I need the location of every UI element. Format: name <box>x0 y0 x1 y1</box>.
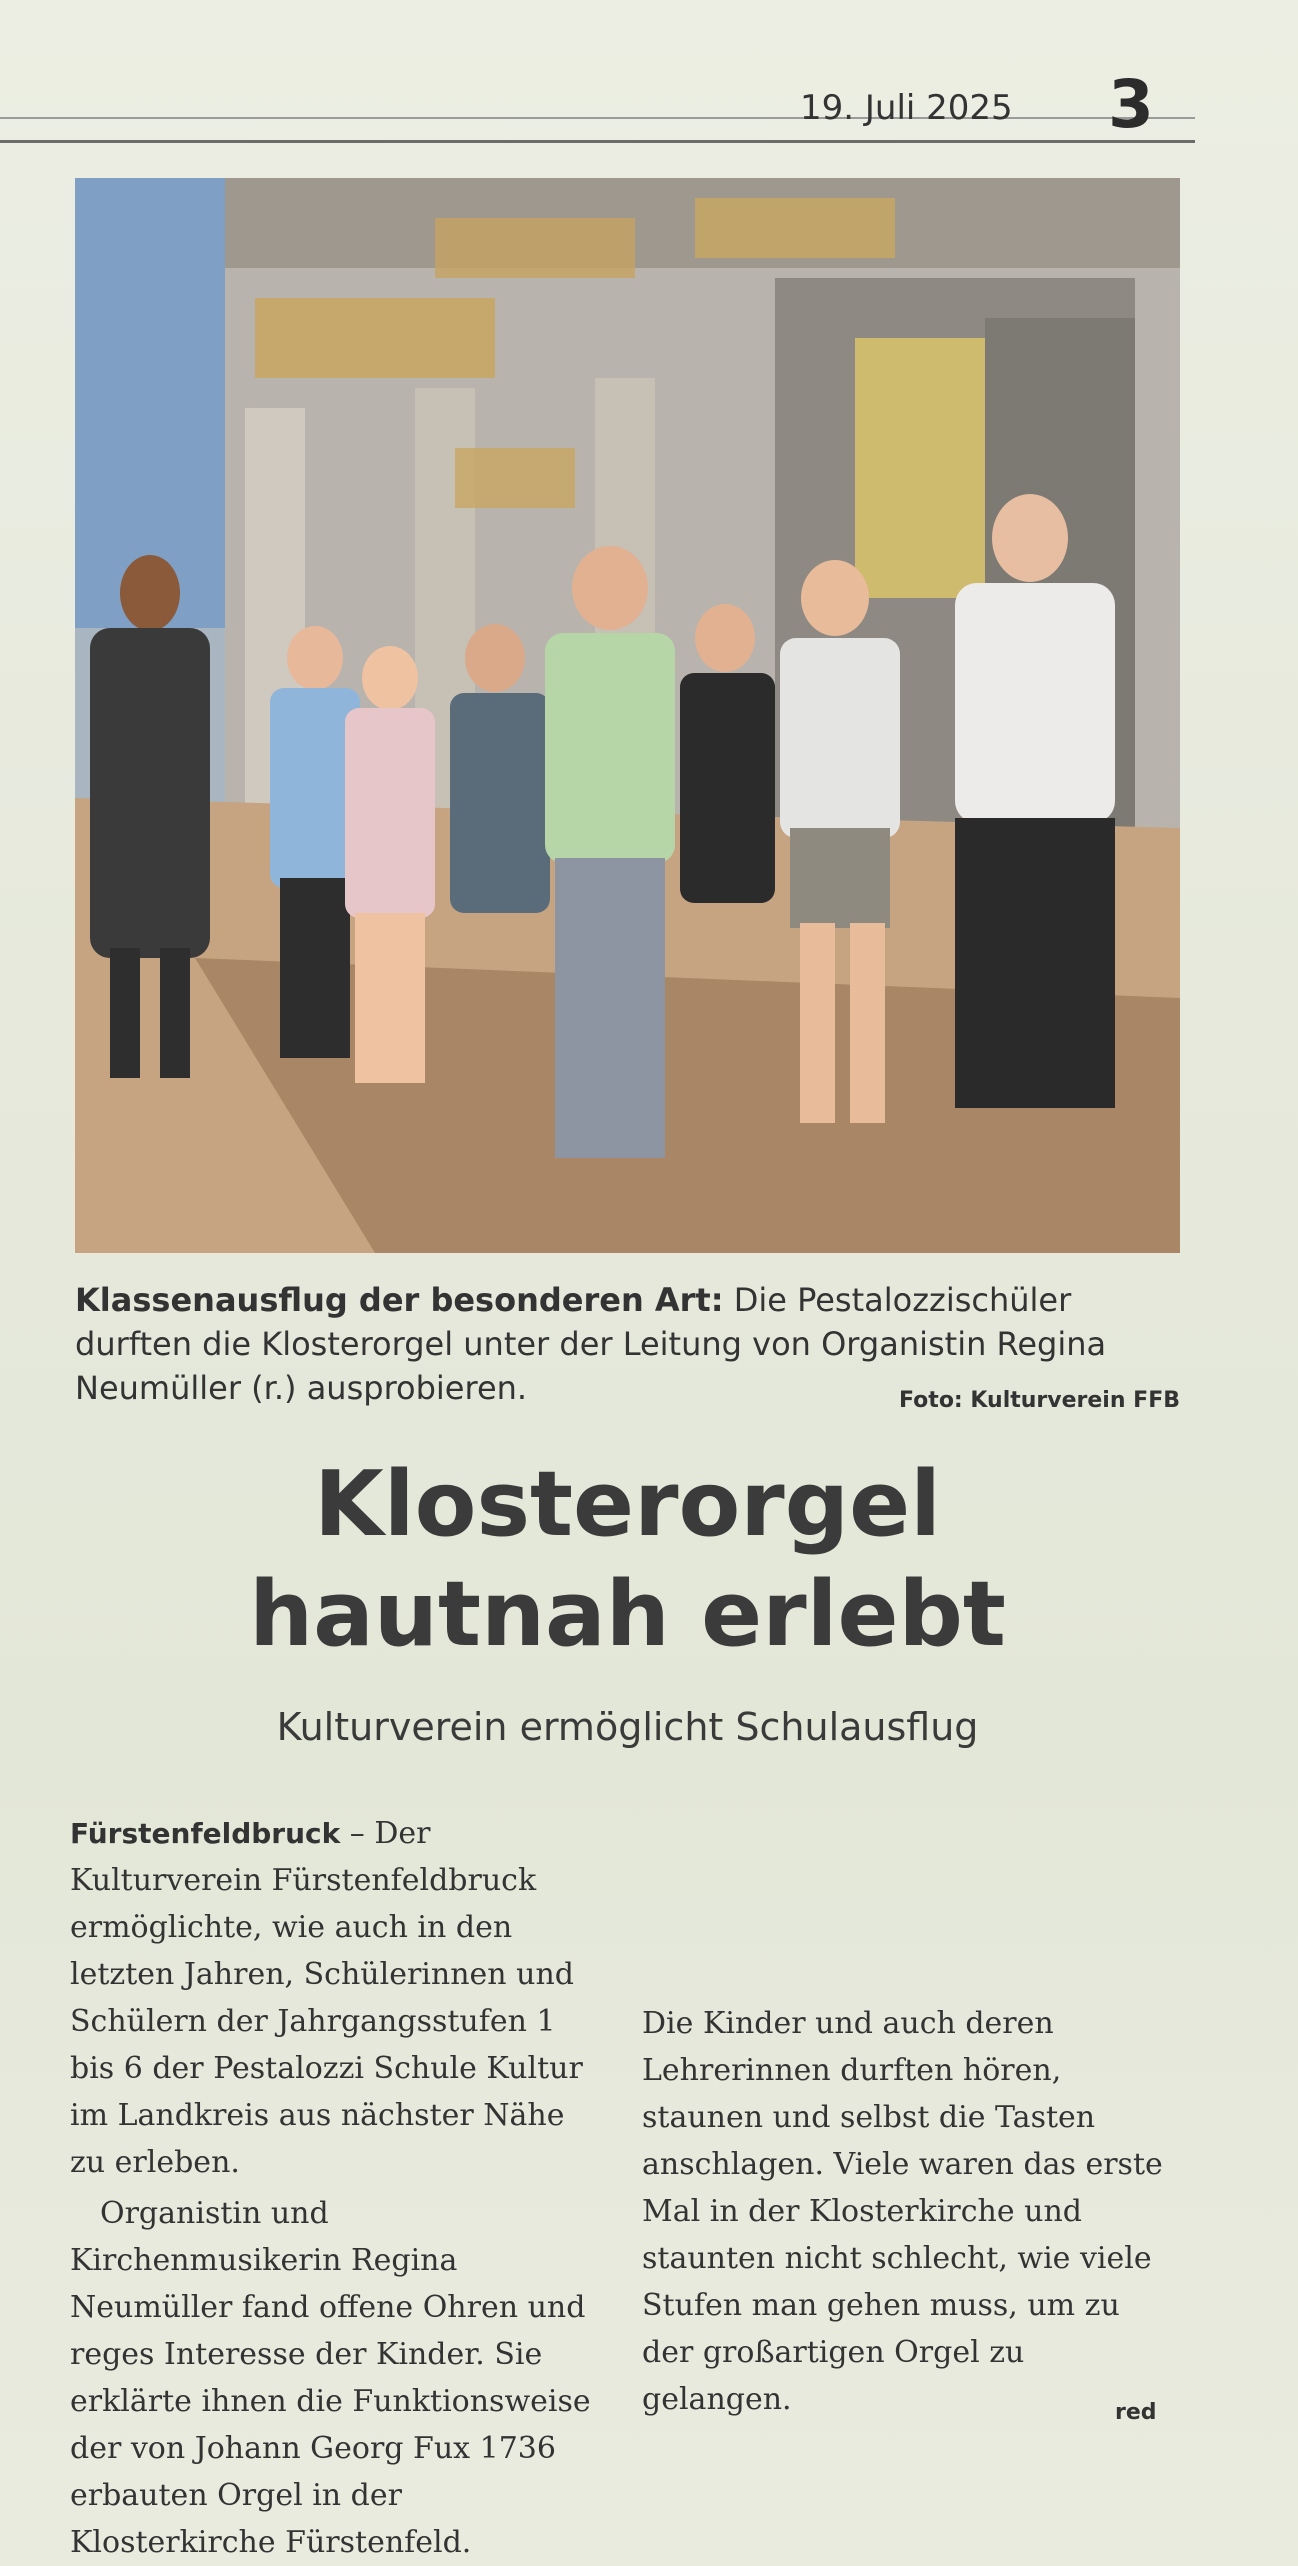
group-photo-image <box>75 178 1180 1253</box>
article-author: red <box>1115 2400 1157 2425</box>
group-photo <box>75 178 1180 1253</box>
issue-date: 19. Juli 2025 <box>800 88 1013 128</box>
article-subheadline: Kulturverein ermöglicht Schulausflug <box>276 1705 979 1749</box>
article-column-right-text <box>642 2000 1177 2423</box>
photo-credit: Foto: Kulturverein FFB <box>899 1388 1180 1413</box>
article-paragraph-2: Organistin und Kirchenmusikerin Regina Neumüller fand offene Ohren und reges Interesse der Kinder. Sie erklärte ihnen die Funktionsweise der von Johann Georg Fux 1736 erbauten Orgel in der Klosterkirche Fürstenfeld. <box>70 2196 591 2560</box>
caption-text: Die Pestalozzischüler durften die Klosterorgel unter der Leitung von Organistin Regina Neumüller (r.) ausprobieren. <box>75 1281 1107 1407</box>
paragraph-1-text: – Der Kulturverein Fürstenfeldbruck ermöglichte, wie auch in den letzten Jahren, Schülerinnen und Schülern der Jahrgangsstufen 1 bis 6 der Pestalozzi Schule Kultur im Landkreis aus nächster Nähe zu erleben. <box>70 1816 583 2180</box>
article-dateline: Fürstenfeldbruck <box>70 1817 341 1850</box>
headline-line-2: hautnah erlebt <box>249 1562 1006 1667</box>
caption-lead: Klassenausflug der besonderen Art: <box>75 1281 724 1319</box>
headline-line-1: Klosterorgel <box>314 1452 941 1557</box>
article-headline <box>75 1450 1180 1670</box>
page-number: 3 <box>1108 66 1154 143</box>
header-divider <box>0 140 1195 143</box>
top-divider <box>0 117 1195 119</box>
article-column-left <box>70 1810 605 2566</box>
article-paragraph-1 <box>70 1810 605 2186</box>
article-paragraph-3: Die Kinder und auch deren Lehrerinnen durften hören, staunen und selbst die Tasten anschlagen. Viele waren das erste Mal in der Klosterkirche und staunten nicht schlecht, wie viele Stufen man gehen muss, um zu der großartigen Orgel zu gelangen. <box>642 2006 1163 2417</box>
